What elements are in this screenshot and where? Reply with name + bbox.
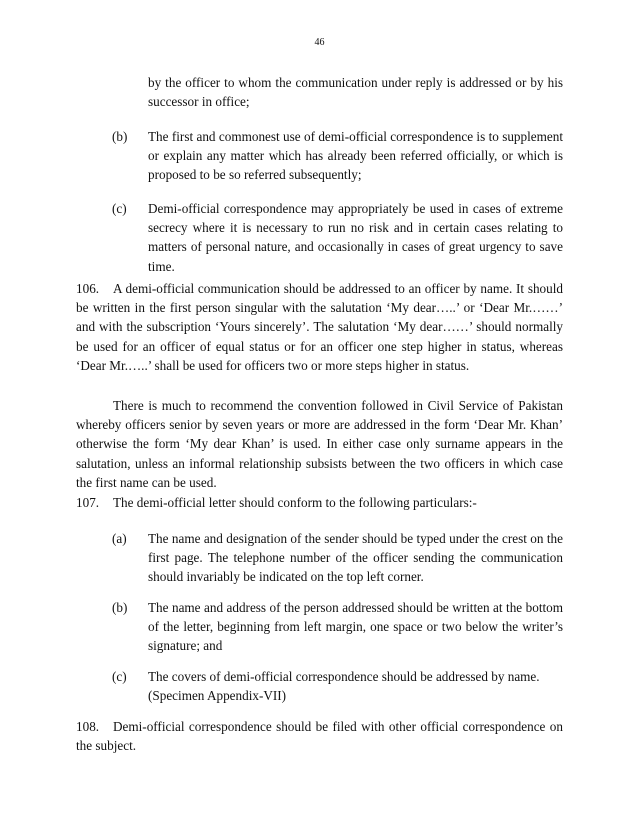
item-label: (c) [112, 201, 127, 216]
item-text [148, 667, 563, 705]
paragraph-text: Demi-official correspondence should be filed with other official correspondence on the subject. [76, 719, 563, 754]
item-label: (c) [112, 669, 127, 684]
paragraph-text: A demi-official communication should be addressed to an officer by name. It should be written in the first person singular with the salutation ‘My dear…..’ or ‘Dear Mr.……’ and with the subscription ‘Yours sincerely’. The salutation ‘My dear……’ should normally be used for an officer of equal status or for an officer one step higher in status, whereas ‘Dear Mr.…..’ shall be used for officers two or more steps higher in status. [76, 281, 563, 373]
paragraph-number: 107. [76, 495, 100, 510]
item-text: The name and designation of the sender should be typed under the crest on the first page. The telephone number of the officer sending the communication should invariably be indicated on the top left corner. [148, 531, 563, 585]
paragraph-108 [76, 717, 563, 755]
paragraph-106-continued [76, 396, 563, 492]
paragraph-text: There is much to recommend the convention followed in Civil Service of Pakistan whereby officers senior by seven years or more are addressed in the form ‘Dear Mr. Khan’ otherwise the form ‘My dear Khan’ is used. In either case only surname appears in the salutation, unless an informal relationship subsists between the two officers in which case the first name can be used. [76, 398, 563, 490]
item-note: (Specimen Appendix-VII) [148, 688, 287, 704]
paragraph-106 [76, 279, 563, 375]
paragraph-text: The demi-official letter should conform to the following particulars:- [113, 495, 477, 510]
continuation-text: by the officer to whom the communication under reply is addressed or by his successor in office; [148, 75, 563, 110]
item-label: (a) [112, 531, 127, 546]
item-label: (b) [112, 129, 128, 144]
page-number: 46 [314, 37, 325, 48]
item-text: The first and commonest use of demi-official correspondence is to supplement or explain any matter which has already been referred officially, or which is proposed to be so referred subsequently; [148, 129, 563, 183]
item-text: Demi-official correspondence may appropriately be used in cases of extreme secrecy where it is necessary to run no risk and in certain cases relating to matters of personal nature, and occasionally in cases of great urgency to save time. [148, 201, 563, 274]
document-page [76, 0, 563, 826]
paragraph-number: 106. [76, 281, 100, 296]
item-text-line: The covers of demi-official correspondence should be addressed by name. [148, 669, 540, 684]
item-label: (b) [112, 600, 128, 615]
item-text: The name and address of the person addressed should be written at the bottom of the letter, beginning from left margin, one space or two below the writer’s signature; and [148, 600, 563, 654]
paragraph-107 [76, 493, 563, 512]
paragraph-number: 108. [76, 719, 100, 734]
